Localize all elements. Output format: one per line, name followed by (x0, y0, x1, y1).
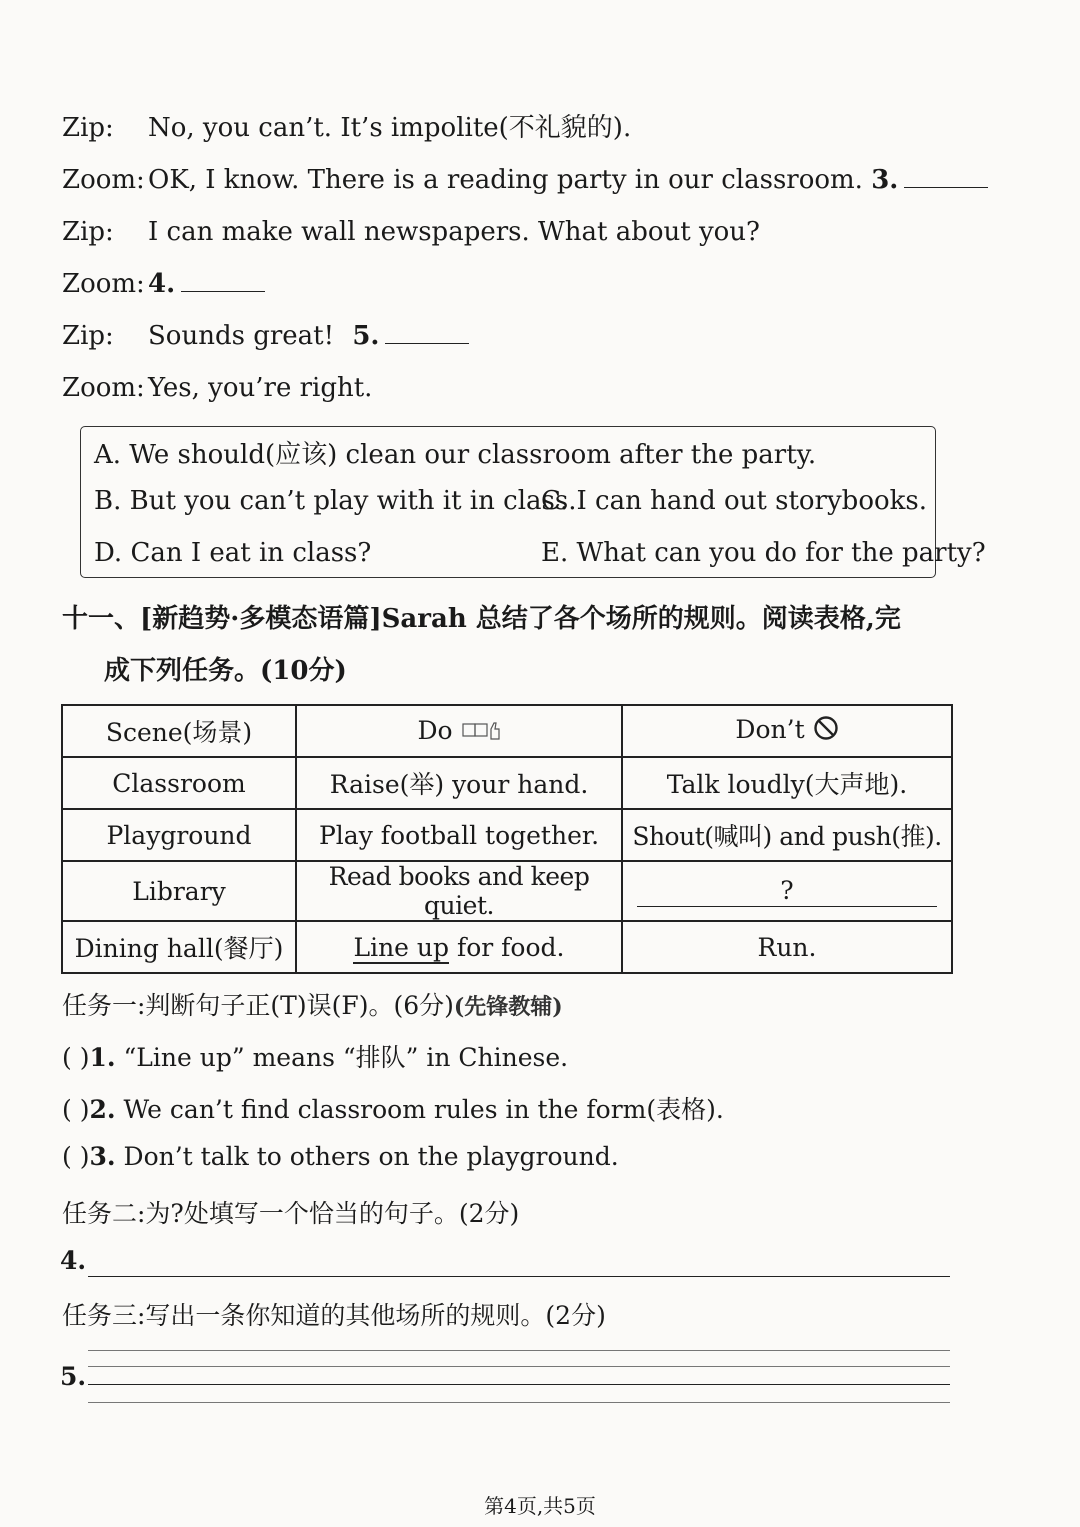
task2-number: 4. (60, 1246, 87, 1275)
table-row (62, 757, 952, 809)
answer-blank-3[interactable] (904, 167, 988, 188)
cell-dont: Shout(喊叫) and push(推). (622, 809, 952, 861)
table-header-row (62, 705, 952, 757)
section-heading-line1: 十一、[新趋势·多模态语篇]Sarah 总结了各个场所的规则。阅读表格,完 (62, 604, 901, 634)
task1-title: 任务一:判断句子正(T)误(F)。(6分)(先锋教辅) (62, 991, 563, 1020)
option-a: A. We should(应该) clean our classroom after the party. (94, 440, 817, 470)
page-footer: 第4页,共5页 (484, 1494, 596, 1518)
dialogue-line-1: Zip: No, you can’t. It’s impolite(不礼貌的). (62, 113, 632, 143)
task3-title: 任务三:写出一条你知道的其他场所的规则。(2分) (62, 1301, 606, 1330)
cell-dont: Talk loudly(大声地). (622, 757, 952, 809)
dialogue-line-4: Zoom: 4. (62, 268, 265, 300)
option-e: E. What can you do for the party? (541, 538, 986, 568)
section-heading-line2: 成下列任务。(10分) (104, 656, 347, 686)
header-dont: Don’t (622, 705, 952, 757)
cell-dont-blank[interactable]: ? (622, 861, 952, 921)
watermark-text: (先锋教辅) (453, 994, 563, 1020)
answer-paren-2[interactable]: ( ) (62, 1095, 90, 1124)
cell-do: Raise(举) your hand. (296, 757, 622, 809)
dialogue-line-2: Zoom: OK, I know. There is a reading party in our classroom. 3. (62, 164, 988, 196)
table-row (62, 861, 952, 921)
header-scene: Scene(场景) (62, 705, 296, 757)
answer-line-4[interactable] (88, 1276, 950, 1277)
rules-table (61, 704, 953, 974)
table-row (62, 809, 952, 861)
task1-item-1: ( )1. “Line up” means “排队” in Chinese. (62, 1043, 569, 1072)
answer-blank-4[interactable] (181, 271, 265, 292)
cell-do: Line up for food. (296, 921, 622, 973)
option-d: D. Can I eat in class? (94, 538, 372, 568)
dialogue-line-6: Zoom: Yes, you’re right. (62, 373, 373, 403)
table-row (62, 921, 952, 973)
task1-item-3: ( )3. Don’t talk to others on the playground. (62, 1142, 619, 1171)
task3-number: 5. (60, 1362, 87, 1391)
answer-line-5[interactable] (88, 1384, 950, 1385)
answer-paren-1[interactable]: ( ) (62, 1043, 90, 1072)
thumbs-up-icon (461, 718, 501, 747)
dialogue-line-5: Zip: Sounds great! 5. (62, 320, 469, 352)
prohibited-icon (813, 715, 839, 747)
option-b: B. But you can’t play with it in class. (94, 486, 577, 516)
writing-guide-line (88, 1402, 950, 1403)
cell-scene: Library (62, 861, 296, 921)
cell-scene: Playground (62, 809, 296, 861)
writing-guide-line (88, 1350, 950, 1351)
answer-blank-5[interactable] (385, 323, 469, 344)
cell-dont: Run. (622, 921, 952, 973)
cell-scene: Dining hall(餐厅) (62, 921, 296, 973)
answer-paren-3[interactable]: ( ) (62, 1142, 90, 1171)
writing-guide-line (88, 1366, 950, 1367)
line-up-underlined: Line up (353, 932, 450, 962)
task1-item-2: ( )2. We can’t find classroom rules in the form(表格). (62, 1095, 724, 1124)
option-c: C. I can hand out storybooks. (541, 486, 927, 516)
cell-scene: Classroom (62, 757, 296, 809)
task2-title: 任务二:为?处填写一个恰当的句子。(2分) (62, 1199, 520, 1228)
dialogue-line-3: Zip: I can make wall newspapers. What about you? (62, 217, 760, 247)
header-do: Do (296, 705, 622, 757)
cell-do: Read books and keep quiet. (296, 861, 622, 921)
cell-do: Play football together. (296, 809, 622, 861)
